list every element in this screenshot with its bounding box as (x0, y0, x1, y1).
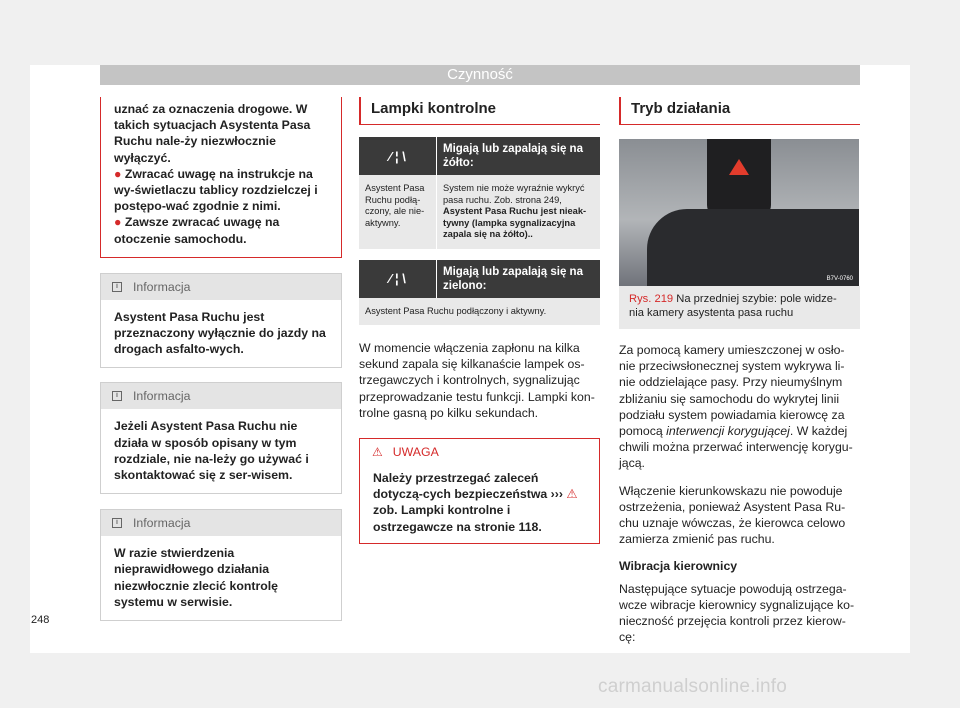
info-icon: i (112, 282, 122, 292)
warning-continuation-box (100, 97, 342, 258)
info-icon: i (112, 518, 122, 528)
info-box-header (101, 510, 341, 536)
camera-photo (619, 139, 859, 286)
page-number: 248 (31, 614, 50, 626)
table-cell-description: Asystent Pasa Ruchu podłączony i aktywny. (359, 298, 600, 326)
info-box-header (101, 274, 341, 300)
chapter-header: Czynność (100, 65, 860, 85)
column-1 (100, 97, 342, 621)
lane-assist-icon: ⁄ ¦ \ (359, 137, 437, 175)
warning-triangle-icon: ⚠ (372, 445, 383, 460)
hazard-button-icon (729, 159, 749, 175)
table-heading: Migają lub zapalają się na żółto: (437, 137, 601, 175)
body-text-block (619, 342, 860, 645)
indicator-table-yellow (359, 137, 600, 249)
figure-number: Rys. 219 (629, 293, 674, 305)
body-paragraph: Włączenie kierunkowskazu nie powoduje ostrzeżenia, ponieważ Asystent Pasa Ru-chu uznaje wówczas, że kierowca celowo zamierza zmienić pas ruchu. (619, 483, 846, 547)
info-box-text: Asystent Pasa Ruchu jest przeznaczony wyłącznie do jazdy na drogach asfalto-wych. (114, 309, 326, 357)
camera-housing (707, 139, 771, 219)
body-paragraph: W momencie włączenia zapłonu na kilka sekund zapala się kilkanaście lampek os-trzegawczych i kontrolnych, sygnalizując przeprowadzanie testu funkcji. Lampki kon-trolne gasną po kilku sekundach. (359, 341, 595, 420)
figure-caption-text: Na przedniej szybie: pole widze-nia kamery asystenta pasa ruchu (629, 293, 837, 319)
info-box (100, 509, 342, 621)
lane-assist-icon: ⁄ ¦ \ (359, 260, 437, 298)
warning-box-header (360, 439, 599, 465)
info-box-header (101, 383, 341, 409)
warning-bullet: ● Zwracać uwagę na instrukcje na wy-świetlaczu tablicy rozdzielczej i postępo-wać zgodnie z nimi. (114, 166, 318, 214)
subheading: Wibracja kierownicy (619, 559, 738, 574)
info-icon: i (112, 391, 122, 401)
bullet-icon: ● (114, 166, 122, 181)
info-label: Informacja (133, 389, 191, 404)
info-label: Informacja (133, 279, 191, 294)
cross-reference-link[interactable]: zob. Lampki kontrolne i ostrzegawcze na stronie 118. (373, 503, 542, 534)
warning-label: UWAGA (392, 445, 439, 460)
body-paragraph: Za pomocą kamery umieszczonej w osło-nie przeciwsłonecznej system wykrywa li-nie oddzielające pasy. Przy nieumyślnym zbliżaniu się samochodu do wykrytej linii podziału system powiadamia kierowcę za pomocą interwencji korygującej. W każdej chwili można przerwać interwencję korygu-jącą. (619, 343, 853, 471)
body-paragraph: Następujące sytuacje powodują ostrzega-wcze wibracje kierownicy sygnalizujące ko-nieczność przejęcia kontroli przez kierow-cę: (619, 581, 855, 645)
indicator-table-green (359, 260, 600, 326)
warning-bullet: ● Zawsze zwracać uwagę na otoczenie samochodu. (114, 215, 280, 246)
info-box-text: Jeżeli Asystent Pasa Ruchu nie działa w sposób opisany w tym rozdziale, nie na-leży go używać i skontaktować się z ser-wisem. (114, 419, 309, 483)
warning-triangle-icon: ⚠ (566, 487, 578, 502)
warning-box-text: Należy przestrzegać zaleceń dotyczą-cych bezpieczeństwa ››› ⚠ zob. Lampki kontrolne i ostrzegawcze na stronie 118. (373, 471, 578, 534)
photo-code: B7V-0760 (826, 276, 853, 282)
watermark: carmanualsonline.info (598, 676, 788, 697)
column-2 (359, 97, 600, 544)
info-box-text: W razie stwierdzenia nieprawidłowego działania niezwłocznie zlecić kontrolę systemu w serwisie. (114, 546, 279, 609)
figure-caption (619, 286, 860, 329)
table-heading: Migają lub zapalają się na zielono: (437, 260, 601, 298)
section-title-lampki: Lampki kontrolne (359, 97, 600, 125)
rearview-mirror (647, 209, 859, 286)
info-box (100, 273, 342, 369)
info-label: Informacja (133, 516, 191, 531)
section-title-tryb: Tryb działania (619, 97, 860, 125)
info-box (100, 382, 342, 494)
table-cell-status: Asystent Pasa Ruchu podłą-czony, ale nie-aktywny. (359, 175, 437, 249)
warning-box (359, 438, 600, 544)
table-cell-description: System nie może wyraźnie wykryć pasa ruchu. Zob. strona 249, Asystent Pasa Ruchu jest nieak-tywny (lampka sygnalizacyjna zapala się na żółto).. (437, 175, 601, 249)
bullet-icon: ● (114, 215, 122, 230)
warning-intro-text: uznać za oznaczenia drogowe. W takich sytuacjach Asystenta Pasa Ruchu nale-ży niezwłocznie wyłączyć. (114, 102, 311, 165)
column-3 (619, 97, 860, 656)
